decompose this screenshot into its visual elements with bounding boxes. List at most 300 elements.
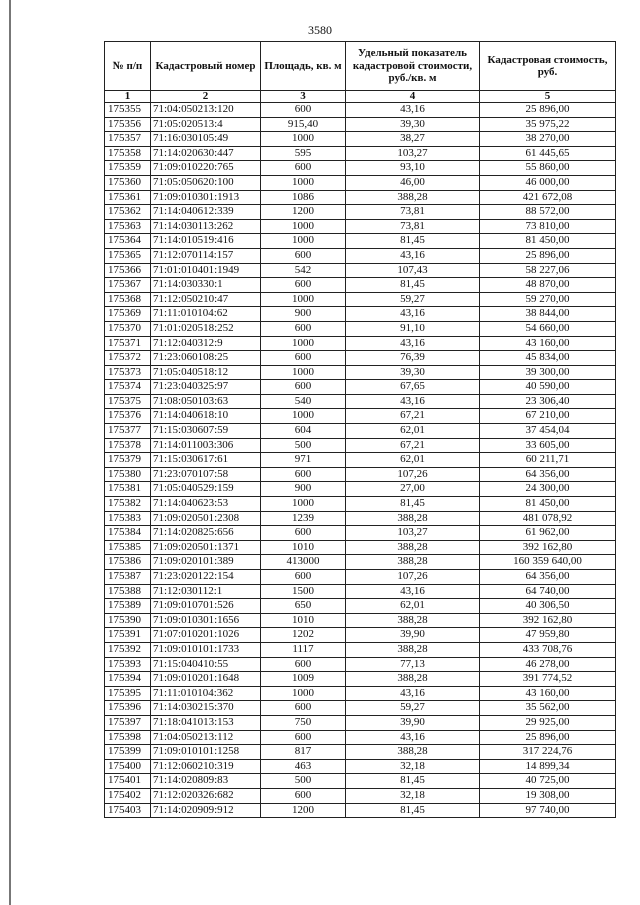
area-value: 900: [261, 307, 346, 322]
cadastral-cost: 37 454,04: [480, 424, 616, 439]
row-number: 175368: [105, 292, 151, 307]
area-value: 1200: [261, 205, 346, 220]
area-value: 600: [261, 657, 346, 672]
table-row: [105, 438, 616, 453]
row-number: 175367: [105, 278, 151, 293]
cadastral-number: 71:14:030330:1: [151, 278, 261, 293]
cadastral-cost: 54 660,00: [480, 321, 616, 336]
cadastral-cost: 421 672,08: [480, 190, 616, 205]
area-value: 1000: [261, 686, 346, 701]
cadastral-cost: 81 450,00: [480, 234, 616, 249]
cadastral-cost: 25 896,00: [480, 103, 616, 118]
row-number: 175374: [105, 380, 151, 395]
table-row: [105, 190, 616, 205]
cadastral-cost: 64 740,00: [480, 584, 616, 599]
specific-value: 81,45: [346, 278, 480, 293]
header-cadastral-cost: Кадастровая стоимость, руб.: [480, 42, 616, 91]
specific-value: 107,26: [346, 467, 480, 482]
area-value: 1239: [261, 511, 346, 526]
specific-value: 39,30: [346, 365, 480, 380]
cadastral-number: 71:08:050103:63: [151, 394, 261, 409]
area-value: 604: [261, 424, 346, 439]
header-specific-value: Удельный показатель кадастровой стоимости, руб./кв. м: [346, 42, 480, 91]
cadastral-number: 71:09:010301:1913: [151, 190, 261, 205]
table-row: [105, 248, 616, 263]
page-number: 3580: [308, 23, 332, 37]
cadastral-cost: 64 356,00: [480, 467, 616, 482]
column-number: 5: [480, 91, 616, 103]
row-number: 175401: [105, 774, 151, 789]
area-value: 595: [261, 146, 346, 161]
table-row: [105, 701, 616, 716]
cadastral-number: 71:14:020909:912: [151, 803, 261, 818]
table-row: [105, 175, 616, 190]
row-number: 175403: [105, 803, 151, 818]
table-row: [105, 613, 616, 628]
cadastral-cost: 35 562,00: [480, 701, 616, 716]
table-row: [105, 146, 616, 161]
table-row: [105, 132, 616, 147]
table-row: [105, 409, 616, 424]
table-row: [105, 774, 616, 789]
area-value: 1117: [261, 642, 346, 657]
table-row: [105, 540, 616, 555]
row-number: 175362: [105, 205, 151, 220]
row-number: 175358: [105, 146, 151, 161]
cadastral-number: 71:09:010701:526: [151, 599, 261, 614]
cadastral-number: 71:14:040623:53: [151, 497, 261, 512]
specific-value: 32,18: [346, 759, 480, 774]
cadastral-number: 71:09:020501:1371: [151, 540, 261, 555]
header-area: Площадь, кв. м: [261, 42, 346, 91]
row-number: 175388: [105, 584, 151, 599]
specific-value: 388,28: [346, 540, 480, 555]
table-row: [105, 205, 616, 220]
row-number: 175394: [105, 672, 151, 687]
row-number: 175399: [105, 745, 151, 760]
table-row: [105, 424, 616, 439]
specific-value: 73,81: [346, 219, 480, 234]
area-value: 750: [261, 715, 346, 730]
specific-value: 388,28: [346, 613, 480, 628]
table-row: [105, 803, 616, 818]
cadastral-number: 71:09:010220:765: [151, 161, 261, 176]
cadastral-number: 71:05:040529:159: [151, 482, 261, 497]
area-value: 600: [261, 248, 346, 263]
cadastral-number: 71:15:040410:55: [151, 657, 261, 672]
specific-value: 62,01: [346, 424, 480, 439]
specific-value: 39,30: [346, 117, 480, 132]
specific-value: 59,27: [346, 292, 480, 307]
specific-value: 103,27: [346, 146, 480, 161]
area-value: 1000: [261, 365, 346, 380]
cadastral-cost: 88 572,00: [480, 205, 616, 220]
specific-value: 81,45: [346, 234, 480, 249]
cadastral-number: 71:04:050213:112: [151, 730, 261, 745]
specific-value: 388,28: [346, 745, 480, 760]
table-row: [105, 394, 616, 409]
table-row: [105, 263, 616, 278]
header-cadastral-number: Кадастровый номер: [151, 42, 261, 91]
cadastral-cost: 25 896,00: [480, 730, 616, 745]
table-row: [105, 278, 616, 293]
table-row: [105, 628, 616, 643]
row-number: 175382: [105, 497, 151, 512]
table-row: [105, 715, 616, 730]
cadastral-cost: 317 224,76: [480, 745, 616, 760]
area-value: 1000: [261, 292, 346, 307]
cadastral-number: 71:01:020518:252: [151, 321, 261, 336]
table-row: [105, 511, 616, 526]
cadastral-number: 71:11:010104:362: [151, 686, 261, 701]
cadastral-number: 71:23:070107:58: [151, 467, 261, 482]
column-number: 1: [105, 91, 151, 103]
area-value: 500: [261, 774, 346, 789]
cadastral-number: 71:18:041013:153: [151, 715, 261, 730]
specific-value: 39,90: [346, 628, 480, 643]
cadastral-cost: 97 740,00: [480, 803, 616, 818]
specific-value: 107,43: [346, 263, 480, 278]
area-value: 540: [261, 394, 346, 409]
row-number: 175355: [105, 103, 151, 118]
cadastral-cost: 59 270,00: [480, 292, 616, 307]
specific-value: 103,27: [346, 526, 480, 541]
specific-value: 388,28: [346, 642, 480, 657]
row-number: 175381: [105, 482, 151, 497]
cadastral-number: 71:09:020501:2308: [151, 511, 261, 526]
cadastral-cost: 61 962,00: [480, 526, 616, 541]
specific-value: 81,45: [346, 803, 480, 818]
row-number: 175363: [105, 219, 151, 234]
specific-value: 67,21: [346, 438, 480, 453]
specific-value: 388,28: [346, 511, 480, 526]
table-header-row: [105, 42, 616, 91]
table-row: [105, 745, 616, 760]
row-number: 175378: [105, 438, 151, 453]
row-number: 175402: [105, 788, 151, 803]
specific-value: 43,16: [346, 686, 480, 701]
specific-value: 43,16: [346, 336, 480, 351]
column-number: 3: [261, 91, 346, 103]
row-number: 175356: [105, 117, 151, 132]
cadastral-cost: 47 959,80: [480, 628, 616, 643]
cadastral-number: 71:12:040312:9: [151, 336, 261, 351]
specific-value: 81,45: [346, 497, 480, 512]
area-value: 600: [261, 161, 346, 176]
cadastral-number: 71:15:030617:61: [151, 453, 261, 468]
specific-value: 62,01: [346, 453, 480, 468]
cadastral-cost: 40 725,00: [480, 774, 616, 789]
table-row: [105, 686, 616, 701]
area-value: 1000: [261, 336, 346, 351]
cadastral-cost: 46 000,00: [480, 175, 616, 190]
row-number: 175373: [105, 365, 151, 380]
area-value: 971: [261, 453, 346, 468]
specific-value: 67,65: [346, 380, 480, 395]
row-number: 175371: [105, 336, 151, 351]
table-row: [105, 497, 616, 512]
specific-value: 43,16: [346, 248, 480, 263]
table-row: [105, 788, 616, 803]
cadastral-cost: 35 975,22: [480, 117, 616, 132]
cadastral-cost: 433 708,76: [480, 642, 616, 657]
cadastral-cost: 14 899,34: [480, 759, 616, 774]
row-number: 175391: [105, 628, 151, 643]
cadastral-number: 71:14:020825:656: [151, 526, 261, 541]
cadastral-number: 71:14:040618:10: [151, 409, 261, 424]
row-number: 175376: [105, 409, 151, 424]
cadastral-cost: 19 308,00: [480, 788, 616, 803]
table-row: [105, 292, 616, 307]
specific-value: 388,28: [346, 190, 480, 205]
table-row: [105, 555, 616, 570]
area-value: 1000: [261, 132, 346, 147]
area-value: 1202: [261, 628, 346, 643]
area-value: 413000: [261, 555, 346, 570]
table-row: [105, 380, 616, 395]
cadastral-cost: 58 227,06: [480, 263, 616, 278]
column-number: 2: [151, 91, 261, 103]
cadastral-number: 71:09:020101:389: [151, 555, 261, 570]
area-value: 500: [261, 438, 346, 453]
cadastral-number: 71:05:040518:12: [151, 365, 261, 380]
cadastral-number: 71:14:040612:339: [151, 205, 261, 220]
row-number: 175386: [105, 555, 151, 570]
cadastral-number: 71:09:010301:1656: [151, 613, 261, 628]
row-number: 175384: [105, 526, 151, 541]
cadastral-cost: 392 162,80: [480, 540, 616, 555]
row-number: 175390: [105, 613, 151, 628]
row-number: 175383: [105, 511, 151, 526]
area-value: 600: [261, 730, 346, 745]
cadastral-cost: 38 270,00: [480, 132, 616, 147]
column-number-row: [105, 91, 616, 103]
row-number: 175370: [105, 321, 151, 336]
cadastral-number: 71:23:040325:97: [151, 380, 261, 395]
table-row: [105, 117, 616, 132]
cadastral-number: 71:12:070114:157: [151, 248, 261, 263]
row-number: 175392: [105, 642, 151, 657]
cadastral-number: 71:09:010101:1258: [151, 745, 261, 760]
specific-value: 62,01: [346, 599, 480, 614]
specific-value: 93,10: [346, 161, 480, 176]
row-number: 175400: [105, 759, 151, 774]
cadastral-number: 71:05:020513:4: [151, 117, 261, 132]
area-value: 600: [261, 788, 346, 803]
table-row: [105, 570, 616, 585]
table-row: [105, 482, 616, 497]
row-number: 175364: [105, 234, 151, 249]
specific-value: 81,45: [346, 774, 480, 789]
cadastral-cost: 73 810,00: [480, 219, 616, 234]
cadastral-cost: 33 605,00: [480, 438, 616, 453]
row-number: 175387: [105, 570, 151, 585]
area-value: 650: [261, 599, 346, 614]
table-row: [105, 467, 616, 482]
cadastral-cost: 391 774,52: [480, 672, 616, 687]
cadastral-cost: 40 590,00: [480, 380, 616, 395]
cadastral-cost: 392 162,80: [480, 613, 616, 628]
area-value: 600: [261, 351, 346, 366]
cadastral-cost: 55 860,00: [480, 161, 616, 176]
area-value: 1000: [261, 497, 346, 512]
cadastral-number: 71:14:010519:416: [151, 234, 261, 249]
specific-value: 76,39: [346, 351, 480, 366]
area-value: 600: [261, 278, 346, 293]
cadastral-number: 71:14:020809:83: [151, 774, 261, 789]
cadastral-cost: 45 834,00: [480, 351, 616, 366]
specific-value: 32,18: [346, 788, 480, 803]
specific-value: 388,28: [346, 672, 480, 687]
specific-value: 38,27: [346, 132, 480, 147]
area-value: 463: [261, 759, 346, 774]
area-value: 900: [261, 482, 346, 497]
cadastral-cost: 48 870,00: [480, 278, 616, 293]
cadastral-cost: 61 445,65: [480, 146, 616, 161]
table-row: [105, 351, 616, 366]
area-value: 600: [261, 103, 346, 118]
row-number: 175360: [105, 175, 151, 190]
table-row: [105, 657, 616, 672]
specific-value: 43,16: [346, 394, 480, 409]
table-row: [105, 642, 616, 657]
table-row: [105, 103, 616, 118]
cadastral-cost: 25 896,00: [480, 248, 616, 263]
row-number: 175396: [105, 701, 151, 716]
row-number: 175385: [105, 540, 151, 555]
row-number: 175357: [105, 132, 151, 147]
cadastral-number: 71:05:050620:100: [151, 175, 261, 190]
area-value: 1000: [261, 409, 346, 424]
area-value: 600: [261, 570, 346, 585]
area-value: 600: [261, 467, 346, 482]
cadastral-cost: 29 925,00: [480, 715, 616, 730]
area-value: 817: [261, 745, 346, 760]
table-row: [105, 321, 616, 336]
cadastral-number: 71:12:020326:682: [151, 788, 261, 803]
cadastral-cost: 23 306,40: [480, 394, 616, 409]
cadastral-cost: 64 356,00: [480, 570, 616, 585]
specific-value: 59,27: [346, 701, 480, 716]
cadastral-number: 71:14:030215:370: [151, 701, 261, 716]
area-value: 1500: [261, 584, 346, 599]
row-number: 175375: [105, 394, 151, 409]
specific-value: 43,16: [346, 730, 480, 745]
cadastral-number: 71:12:050210:47: [151, 292, 261, 307]
table-row: [105, 759, 616, 774]
table-row: [105, 584, 616, 599]
cadastral-number: 71:14:011003:306: [151, 438, 261, 453]
table-row: [105, 453, 616, 468]
area-value: 915,40: [261, 117, 346, 132]
cadastral-cost: 40 306,50: [480, 599, 616, 614]
header-num: № п/п: [105, 42, 151, 91]
table-row: [105, 599, 616, 614]
specific-value: 27,00: [346, 482, 480, 497]
cadastral-cost: 46 278,00: [480, 657, 616, 672]
specific-value: 43,16: [346, 584, 480, 599]
cadastral-cost: 67 210,00: [480, 409, 616, 424]
specific-value: 46,00: [346, 175, 480, 190]
table-row: [105, 219, 616, 234]
scan-edge-line: [9, 0, 11, 905]
specific-value: 388,28: [346, 555, 480, 570]
cadastral-number: 71:16:030105:49: [151, 132, 261, 147]
cadastral-cost: 160 359 640,00: [480, 555, 616, 570]
area-value: 542: [261, 263, 346, 278]
cadastral-number: 71:23:020122:154: [151, 570, 261, 585]
table-row: [105, 365, 616, 380]
specific-value: 107,26: [346, 570, 480, 585]
row-number: 175393: [105, 657, 151, 672]
area-value: 600: [261, 321, 346, 336]
row-number: 175365: [105, 248, 151, 263]
specific-value: 43,16: [346, 103, 480, 118]
table-row: [105, 307, 616, 322]
specific-value: 77,13: [346, 657, 480, 672]
area-value: 1086: [261, 190, 346, 205]
row-number: 175372: [105, 351, 151, 366]
area-value: 600: [261, 701, 346, 716]
specific-value: 67,21: [346, 409, 480, 424]
cadastral-number: 71:07:010201:1026: [151, 628, 261, 643]
cadastral-number: 71:09:010101:1733: [151, 642, 261, 657]
row-number: 175397: [105, 715, 151, 730]
specific-value: 73,81: [346, 205, 480, 220]
table-row: [105, 234, 616, 249]
area-value: 1010: [261, 540, 346, 555]
specific-value: 43,16: [346, 307, 480, 322]
column-number: 4: [346, 91, 480, 103]
table-row: [105, 336, 616, 351]
cadastral-number: 71:12:060210:319: [151, 759, 261, 774]
cadastral-cost: 43 160,00: [480, 336, 616, 351]
specific-value: 91,10: [346, 321, 480, 336]
cadastral-number: 71:14:020630:447: [151, 146, 261, 161]
table-row: [105, 161, 616, 176]
row-number: 175359: [105, 161, 151, 176]
cadastral-number: 71:01:010401:1949: [151, 263, 261, 278]
cadastral-number: 71:23:060108:25: [151, 351, 261, 366]
cadastral-number: 71:09:010201:1648: [151, 672, 261, 687]
table-row: [105, 526, 616, 541]
row-number: 175361: [105, 190, 151, 205]
table-row: [105, 672, 616, 687]
cadastral-cost: 39 300,00: [480, 365, 616, 380]
cadastral-cost: 24 300,00: [480, 482, 616, 497]
specific-value: 39,90: [346, 715, 480, 730]
cadastral-number: 71:11:010104:62: [151, 307, 261, 322]
cadastral-cost: 43 160,00: [480, 686, 616, 701]
row-number: 175379: [105, 453, 151, 468]
cadastral-value-table: [104, 41, 616, 818]
area-value: 1000: [261, 219, 346, 234]
area-value: 1010: [261, 613, 346, 628]
row-number: 175377: [105, 424, 151, 439]
row-number: 175380: [105, 467, 151, 482]
table-row: [105, 730, 616, 745]
row-number: 175395: [105, 686, 151, 701]
area-value: 600: [261, 526, 346, 541]
cadastral-cost: 81 450,00: [480, 497, 616, 512]
row-number: 175389: [105, 599, 151, 614]
cadastral-number: 71:14:030113:262: [151, 219, 261, 234]
cadastral-cost: 60 211,71: [480, 453, 616, 468]
cadastral-cost: 38 844,00: [480, 307, 616, 322]
cadastral-number: 71:04:050213:120: [151, 103, 261, 118]
area-value: 1009: [261, 672, 346, 687]
cadastral-cost: 481 078,92: [480, 511, 616, 526]
